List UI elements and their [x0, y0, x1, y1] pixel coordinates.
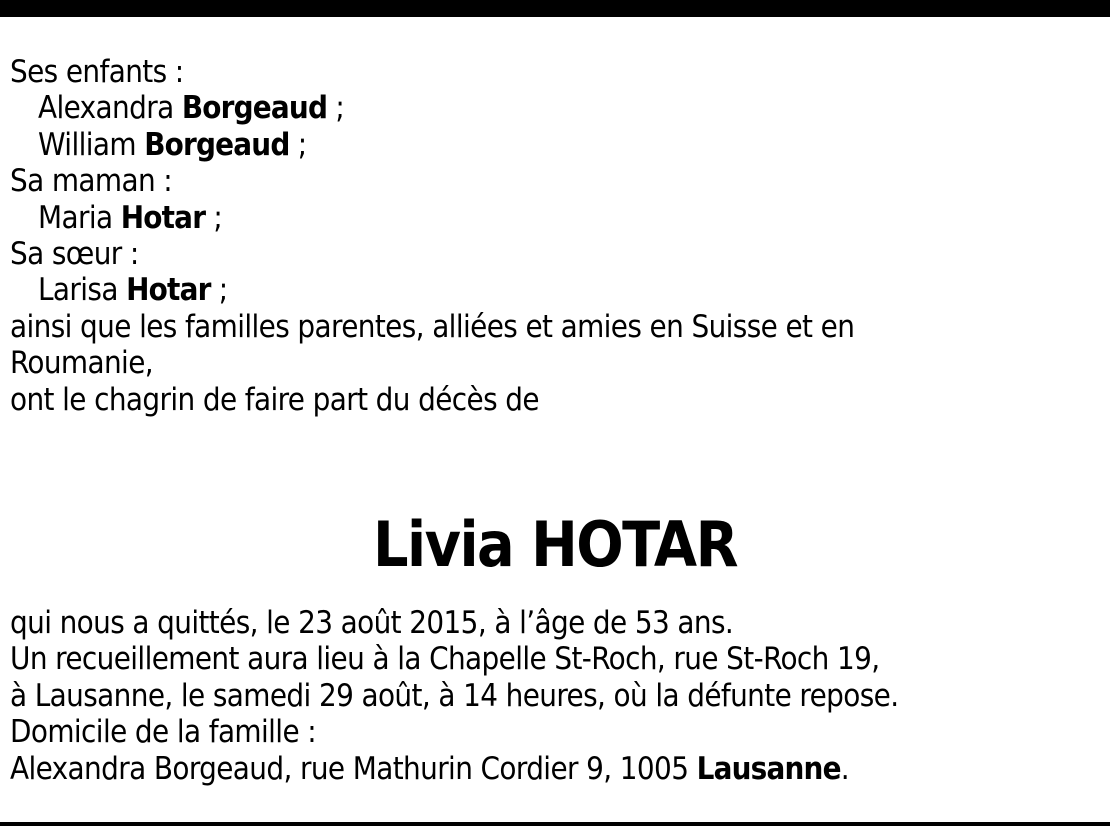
mother-last-name: Hotar: [120, 199, 206, 236]
ceremony-time-line: à Lausanne, le samedi 29 août, à 14 heures, où la défunte repose.: [10, 677, 899, 714]
announcement-line: ont le chagrin de faire part du décès de: [10, 381, 539, 418]
children-heading: Ses enfants :: [10, 54, 184, 90]
entry-separator: ;: [289, 126, 307, 163]
entry-separator: ;: [205, 199, 223, 236]
sister-last-name: Hotar: [126, 272, 211, 309]
bottom-border-rule: [0, 822, 1110, 826]
child-entry: [10, 127, 1100, 163]
sister-heading: Sa sœur :: [10, 235, 139, 272]
mother-heading: Sa maman :: [10, 163, 173, 200]
relatives-line: ainsi que les familles parentes, alliées et amies en Suisse et en: [10, 308, 855, 345]
deceased-name: Livia HOTAR: [372, 508, 738, 581]
mother-entry: [10, 200, 1100, 236]
top-border-rule: [0, 0, 1110, 17]
family-announcement: [10, 54, 1100, 418]
child-entry: [10, 90, 1100, 126]
family-address-line: [10, 751, 1100, 787]
ceremony-location-line: Un recueillement aura lieu à la Chapelle St-Roch, rue St-Roch 19,: [10, 641, 880, 678]
sister-first-name: Larisa: [38, 272, 118, 309]
mother-first-name: Maria: [38, 199, 113, 236]
passing-date-line: qui nous a quittés, le 23 août 2015, à l’âge de 53 ans.: [10, 605, 734, 641]
address-city: Lausanne: [696, 750, 841, 787]
family-home-heading: Domicile de la famille :: [10, 714, 317, 751]
address-text: Alexandra Borgeaud, rue Mathurin Cordier 9, 1005: [10, 750, 689, 787]
relatives-line-continued: Roumanie,: [10, 345, 154, 382]
ceremony-details: [10, 605, 1100, 787]
entry-separator: ;: [210, 272, 228, 309]
address-end: .: [840, 750, 849, 787]
child-first-name: William: [38, 126, 136, 163]
child-last-name: Borgeaud: [181, 90, 328, 127]
entry-separator: ;: [327, 90, 345, 127]
sister-entry: [10, 272, 1100, 308]
child-first-name: Alexandra: [38, 90, 174, 127]
child-last-name: Borgeaud: [144, 126, 290, 163]
